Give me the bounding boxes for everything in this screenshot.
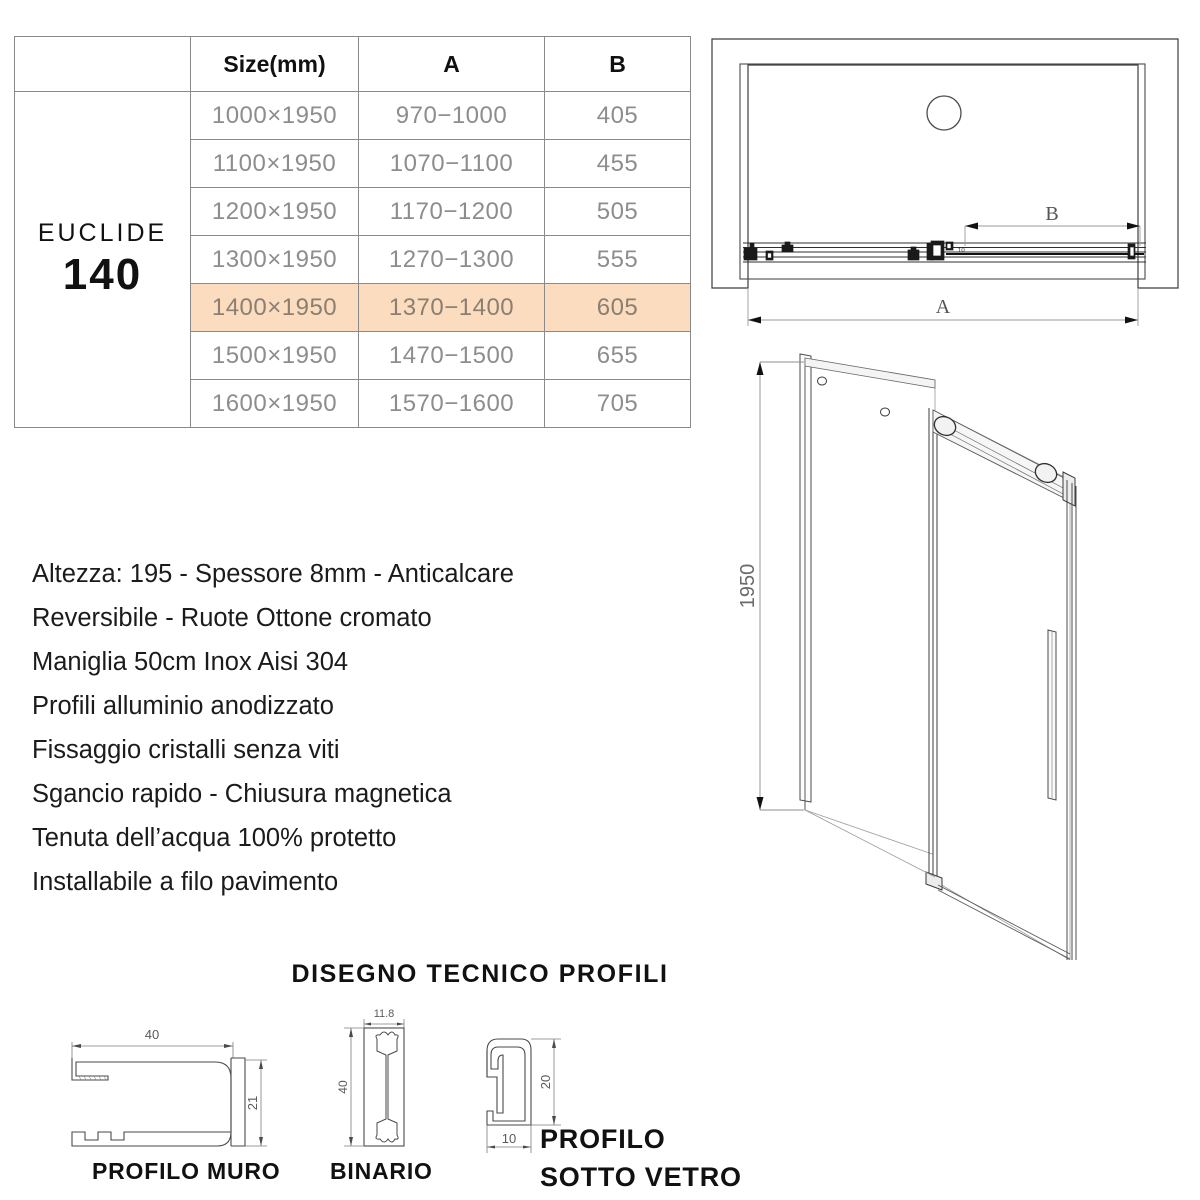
- binario-width-label: 11.8: [373, 1008, 395, 1020]
- plan-small-dim: 10: [958, 248, 965, 254]
- profile-muro-drawing: [55, 1020, 300, 1160]
- spec-line: Installabile a filo pavimento: [32, 868, 339, 896]
- profile-caption-binario: BINARIO: [330, 1158, 433, 1184]
- table-cell-size: 1500×1950: [191, 332, 359, 380]
- dim-b-label: B: [1045, 203, 1059, 225]
- table-cell-a: 1570−1600: [359, 380, 545, 428]
- size-specification-table: [14, 36, 690, 428]
- wall-profile-left: [800, 354, 811, 802]
- vetro-width-label: 10: [501, 1131, 517, 1146]
- table-cell-a: 1270−1300: [359, 236, 545, 284]
- table-cell-b: 505: [545, 188, 691, 236]
- plan-view-drawing: [700, 30, 1190, 330]
- dim-a-label: A: [935, 296, 951, 318]
- isometric-svg: [730, 340, 1190, 960]
- table-cell-a: 970−1000: [359, 92, 545, 140]
- table-cell-b: 605: [545, 284, 691, 332]
- table-cell-a: 1470−1500: [359, 332, 545, 380]
- dim-height-arrow-bottom: [757, 797, 764, 810]
- vetro-height-label: 20: [538, 1074, 553, 1090]
- table-cell-b: 455: [545, 140, 691, 188]
- table-cell-a: 1370−1400: [359, 284, 545, 332]
- table-cell-b: 655: [545, 332, 691, 380]
- plan-view-svg: [700, 30, 1190, 330]
- table-cell-b: 705: [545, 380, 691, 428]
- profiles-section-title: DISEGNO TECNICO PROFILI: [291, 960, 669, 988]
- spec-line: Fissaggio cristalli senza viti: [32, 736, 340, 764]
- isometric-door-drawing: [730, 340, 1190, 960]
- profile-binario-svg: [330, 1005, 460, 1165]
- dim-a-arrow-right: [1125, 317, 1138, 324]
- dim-a-arrow-left: [748, 317, 761, 324]
- dim-height-arrow-top: [757, 362, 764, 375]
- table-cell-size: 1000×1950: [191, 92, 359, 140]
- table-model-header-blank: [15, 37, 191, 92]
- product-model-cell: [15, 92, 191, 428]
- binario-height-label: 40: [336, 1080, 350, 1094]
- table-cell-b: 555: [545, 236, 691, 284]
- table-cell-size: 1200×1950: [191, 188, 359, 236]
- muro-width-label: 40: [144, 1027, 160, 1042]
- table-cell-size: 1600×1950: [191, 380, 359, 428]
- spec-line: Maniglia 50cm Inox Aisi 304: [32, 648, 349, 676]
- table-cell-a: 1170−1200: [359, 188, 545, 236]
- product-model-number: 140: [62, 250, 143, 300]
- table-cell-size: 1100×1950: [191, 140, 359, 188]
- profile-caption-sotto-vetro: [540, 1120, 742, 1196]
- table-header-a: A: [359, 37, 545, 92]
- table-cell-size: 1400×1950: [191, 284, 359, 332]
- table-header-b: B: [545, 37, 691, 92]
- roller-circle-icon: [927, 96, 961, 130]
- profile-muro-svg: [55, 1020, 300, 1160]
- table-header-size: Size(mm): [191, 37, 359, 92]
- spec-line: Reversibile - Ruote Ottone cromato: [32, 604, 432, 632]
- table-row: [15, 92, 691, 140]
- table-cell-size: 1300×1950: [191, 236, 359, 284]
- product-model-name: EUCLIDE: [37, 219, 168, 248]
- spec-table: [14, 36, 691, 428]
- profile-caption-sotto-vetro-line2: SOTTO VETRO: [540, 1162, 742, 1192]
- spec-line: Sgancio rapido - Chiusura magnetica: [32, 780, 452, 808]
- table-cell-b: 405: [545, 92, 691, 140]
- spec-line: Profili alluminio anodizzato: [32, 692, 334, 720]
- dim-b-arrow-left: [965, 223, 978, 230]
- profile-caption-muro: PROFILO MURO: [92, 1158, 281, 1184]
- table-cell-a: 1070−1100: [359, 140, 545, 188]
- spec-line: Tenuta dell’acqua 100% protetto: [32, 824, 397, 852]
- profile-binario-drawing: [330, 1005, 460, 1165]
- specifications-list: [32, 552, 672, 904]
- fixed-glass-panel: [805, 358, 935, 855]
- dim-height-label: 1950: [737, 563, 759, 609]
- spec-line: Altezza: 195 - Spessore 8mm - Anticalcare: [32, 560, 514, 588]
- profile-caption-sotto-vetro-line1: PROFILO: [540, 1124, 666, 1154]
- muro-height-label: 21: [245, 1095, 260, 1111]
